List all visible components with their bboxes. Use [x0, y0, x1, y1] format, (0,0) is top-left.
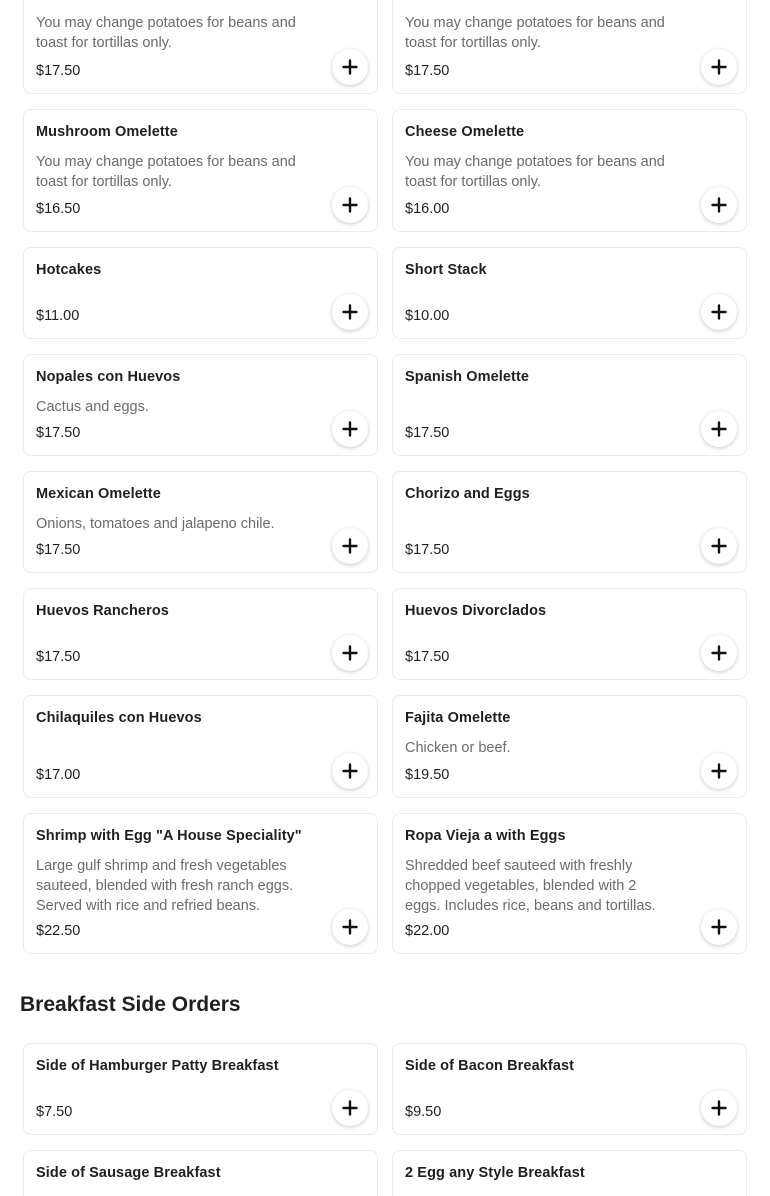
- add-item-button[interactable]: [701, 294, 737, 330]
- menu-item-card[interactable]: [23, 109, 378, 232]
- menu-item-description: You may change potatoes for beans and toast for tortillas only.: [36, 154, 296, 190]
- menu-item-price: $17.50: [405, 649, 450, 665]
- menu-item-name: Side of Hamburger Patty Breakfast: [36, 1058, 279, 1074]
- menu-item-card[interactable]: [392, 247, 747, 339]
- menu-item-card[interactable]: [23, 588, 378, 680]
- add-item-button[interactable]: [332, 1090, 368, 1126]
- menu-item-name: Chorizo and Eggs: [405, 486, 530, 502]
- menu-item-name: Fajita Omelette: [405, 710, 511, 726]
- plus-icon: [711, 763, 727, 779]
- menu-item-card[interactable]: [392, 695, 747, 798]
- menu-item-name: Mexican Omelette: [36, 486, 161, 502]
- menu-item-price: $17.50: [36, 542, 81, 558]
- menu-item-name: Nopales con Huevos: [36, 369, 181, 385]
- add-item-button[interactable]: [332, 294, 368, 330]
- add-item-button[interactable]: [701, 1090, 737, 1126]
- menu-item-name: Shrimp with Egg "A House Speciality": [36, 828, 302, 844]
- add-item-button[interactable]: [332, 909, 368, 945]
- add-item-button[interactable]: [332, 753, 368, 789]
- menu-item-card[interactable]: [23, 471, 378, 573]
- plus-icon: [711, 538, 727, 554]
- menu-item-card[interactable]: [392, 354, 747, 456]
- plus-icon: [711, 421, 727, 437]
- menu-item-price: $22.50: [36, 923, 81, 939]
- add-item-button[interactable]: [701, 49, 737, 85]
- menu-item-description: You may change potatoes for beans and toast for tortillas only.: [36, 15, 296, 51]
- plus-icon: [711, 645, 727, 661]
- section-title: Breakfast Side Orders: [20, 993, 241, 1016]
- menu-item-price: $7.50: [36, 1104, 73, 1120]
- menu-item-card[interactable]: [23, 354, 378, 456]
- add-item-button[interactable]: [701, 909, 737, 945]
- menu-item-price: $17.50: [405, 63, 450, 79]
- menu-item-description: Onions, tomatoes and jalapeno chile.: [36, 516, 275, 532]
- menu-item-description: Large gulf shrimp and fresh vegetables sauteed, blended with fresh ranch eggs. Served with rice and refried beans.: [36, 858, 294, 914]
- menu-item-price: $16.00: [405, 201, 450, 217]
- menu-item-price: $17.50: [36, 425, 81, 441]
- plus-icon: [711, 304, 727, 320]
- plus-icon: [342, 763, 358, 779]
- menu-item-name: Cheese Omelette: [405, 124, 525, 140]
- menu-item-card[interactable]: [392, 588, 747, 680]
- add-item-button[interactable]: [701, 411, 737, 447]
- add-item-button[interactable]: [332, 187, 368, 223]
- menu-item-description: Shredded beef sauteed with freshly chopped vegetables, blended with 2 eggs. Includes rice, beans and tortillas.: [405, 858, 656, 914]
- menu-item-card[interactable]: [392, 1150, 747, 1196]
- menu-item-price: $17.50: [405, 542, 450, 558]
- plus-icon: [342, 304, 358, 320]
- add-item-button[interactable]: [701, 528, 737, 564]
- menu-item-card[interactable]: [23, 247, 378, 339]
- plus-icon: [342, 197, 358, 213]
- menu-item-price: $10.00: [405, 308, 450, 324]
- menu-item-price: $17.50: [36, 63, 81, 79]
- add-item-button[interactable]: [701, 753, 737, 789]
- menu-item-name: Short Stack: [405, 262, 487, 278]
- menu-item-price: $9.50: [405, 1104, 442, 1120]
- plus-icon: [342, 645, 358, 661]
- menu-item-price: $17.00: [36, 767, 81, 783]
- plus-icon: [711, 919, 727, 935]
- menu-item-name: Huevos Rancheros: [36, 603, 169, 619]
- menu-item-description: You may change potatoes for beans and toast for tortillas only.: [405, 15, 665, 51]
- add-item-button[interactable]: [332, 635, 368, 671]
- menu-item-description: Cactus and eggs.: [36, 399, 149, 415]
- menu-item-name: Side of Bacon Breakfast: [405, 1058, 575, 1074]
- menu-item-description: You may change potatoes for beans and toast for tortillas only.: [405, 154, 665, 190]
- plus-icon: [342, 919, 358, 935]
- menu-item-description: Chicken or beef.: [405, 740, 511, 756]
- menu-item-card[interactable]: [392, 813, 747, 954]
- menu-item-price: $22.00: [405, 923, 450, 939]
- menu-item-price: $17.50: [405, 425, 450, 441]
- menu-item-name: Side of Sausage Breakfast: [36, 1165, 221, 1181]
- plus-icon: [342, 1100, 358, 1116]
- plus-icon: [711, 197, 727, 213]
- add-item-button[interactable]: [332, 411, 368, 447]
- menu-item-name: Mushroom Omelette: [36, 124, 178, 140]
- menu-item-card[interactable]: [23, 0, 378, 94]
- menu-item-name: Huevos Divorclados: [405, 603, 547, 619]
- menu-item-card[interactable]: [23, 813, 378, 954]
- menu-item-price: $17.50: [36, 649, 81, 665]
- add-item-button[interactable]: [701, 635, 737, 671]
- menu-item-price: $16.50: [36, 201, 81, 217]
- add-item-button[interactable]: [332, 49, 368, 85]
- menu-item-card[interactable]: [23, 1043, 378, 1135]
- menu-item-card[interactable]: [23, 1150, 378, 1196]
- plus-icon: [342, 421, 358, 437]
- menu-item-name: Ropa Vieja a with Eggs: [405, 828, 566, 844]
- plus-icon: [342, 538, 358, 554]
- add-item-button[interactable]: [332, 528, 368, 564]
- menu-item-name: Chilaquiles con Huevos: [36, 710, 202, 726]
- menu-item-name: Spanish Omelette: [405, 369, 530, 385]
- plus-icon: [342, 59, 358, 75]
- plus-icon: [711, 59, 727, 75]
- menu-item-price: $19.50: [405, 767, 450, 783]
- menu-item-card[interactable]: [392, 0, 747, 94]
- menu-item-card[interactable]: [23, 695, 378, 798]
- menu-item-name: 2 Egg any Style Breakfast: [405, 1165, 585, 1181]
- menu-item-card[interactable]: [392, 471, 747, 573]
- menu-item-card[interactable]: [392, 1043, 747, 1135]
- add-item-button[interactable]: [701, 187, 737, 223]
- menu-item-price: $11.00: [36, 308, 80, 324]
- menu-item-name: Hotcakes: [36, 262, 102, 278]
- menu-item-card[interactable]: [392, 109, 747, 232]
- plus-icon: [711, 1100, 727, 1116]
